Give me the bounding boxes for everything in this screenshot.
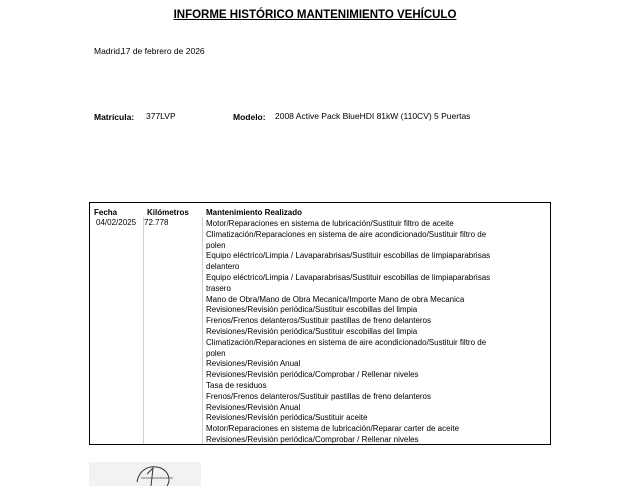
report-title: INFORME HISTÓRICO MANTENIMIENTO VEHÍCULO bbox=[173, 9, 457, 21]
maintenance-item: polen bbox=[206, 240, 226, 250]
header-km: Kilómetros bbox=[147, 208, 189, 217]
maintenance-item: Revisiones/Revisión periódica/Sustituir escobillas del limpia bbox=[206, 305, 418, 315]
column-divider bbox=[202, 217, 203, 444]
maintenance-item: Revisiones/Revisión Anual bbox=[206, 402, 301, 412]
maintenance-item: Frenos/Frenos delanteros/Sustituir pastillas de freno delanteros bbox=[206, 391, 432, 401]
maintenance-item: Climatización/Reparaciones en sistema de aire acondicionado/Sustituir filtro de bbox=[206, 229, 487, 239]
maintenance-item: Frenos/Frenos delanteros/Sustituir pastillas de freno delanteros bbox=[206, 316, 432, 326]
plate-value: 377LVP bbox=[146, 111, 176, 121]
report-place: Madrid, bbox=[94, 46, 123, 56]
maintenance-item: Revisiones/Revisión periódica/Sustituir escobillas del limpia bbox=[206, 326, 418, 336]
signature-stamp bbox=[89, 462, 201, 486]
signature-drawing bbox=[89, 462, 201, 486]
maintenance-item: Mano de Obra/Mano de Obra Mecanica/Importe Mano de obra Mecanica bbox=[206, 294, 465, 304]
row-km: 72.778 bbox=[144, 218, 169, 227]
maintenance-item: Revisiones/Revisión periódica/Sustituir aceite bbox=[206, 413, 368, 423]
maintenance-item: Revisiones/Revisión periódica/Comprobar / Rellenar niveles bbox=[206, 370, 419, 380]
header-date: Fecha bbox=[94, 208, 118, 217]
maintenance-item: Climatización/Reparaciones en sistema de aire acondicionado/Sustituir filtro de bbox=[206, 337, 487, 347]
plate-label: Matrícula: bbox=[94, 112, 135, 122]
maintenance-item: Tasa de residuos bbox=[206, 380, 267, 390]
model-label: Modelo: bbox=[233, 112, 266, 122]
header-maintenance: Mantenimiento Realizado bbox=[206, 208, 303, 217]
maintenance-item: Revisiones/Revisión periódica/Comprobar / Rellenar niveles bbox=[206, 434, 419, 444]
report-date: 17 de febrero de 2026 bbox=[121, 46, 205, 56]
maintenance-item: trasero bbox=[206, 283, 231, 293]
row-date: 04/02/2025 bbox=[96, 218, 137, 227]
maintenance-list bbox=[206, 219, 546, 446]
maintenance-item: delantero bbox=[206, 262, 240, 272]
model-value: 2008 Active Pack BlueHDI 81kW (110CV) 5 Puertas bbox=[275, 111, 471, 121]
maintenance-item: polen bbox=[206, 348, 226, 358]
maintenance-item: Motor/Reparaciones en sistema de lubricación/Reparar carter de aceite bbox=[206, 424, 460, 434]
maintenance-item: Equipo eléctrico/Limpia / Lavaparabrisas/Sustituir escobillas de limpiaparabrisas bbox=[206, 251, 491, 261]
maintenance-item: Motor/Reparaciones en sistema de lubricación/Sustituir filtro de aceite bbox=[206, 219, 454, 228]
column-divider bbox=[143, 217, 144, 444]
maintenance-table bbox=[89, 202, 551, 445]
maintenance-item: Equipo eléctrico/Limpia / Lavaparabrisas/Sustituir escobillas de limpiaparabrisas bbox=[206, 272, 491, 282]
maintenance-item: Revisiones/Revisión Anual bbox=[206, 359, 301, 369]
